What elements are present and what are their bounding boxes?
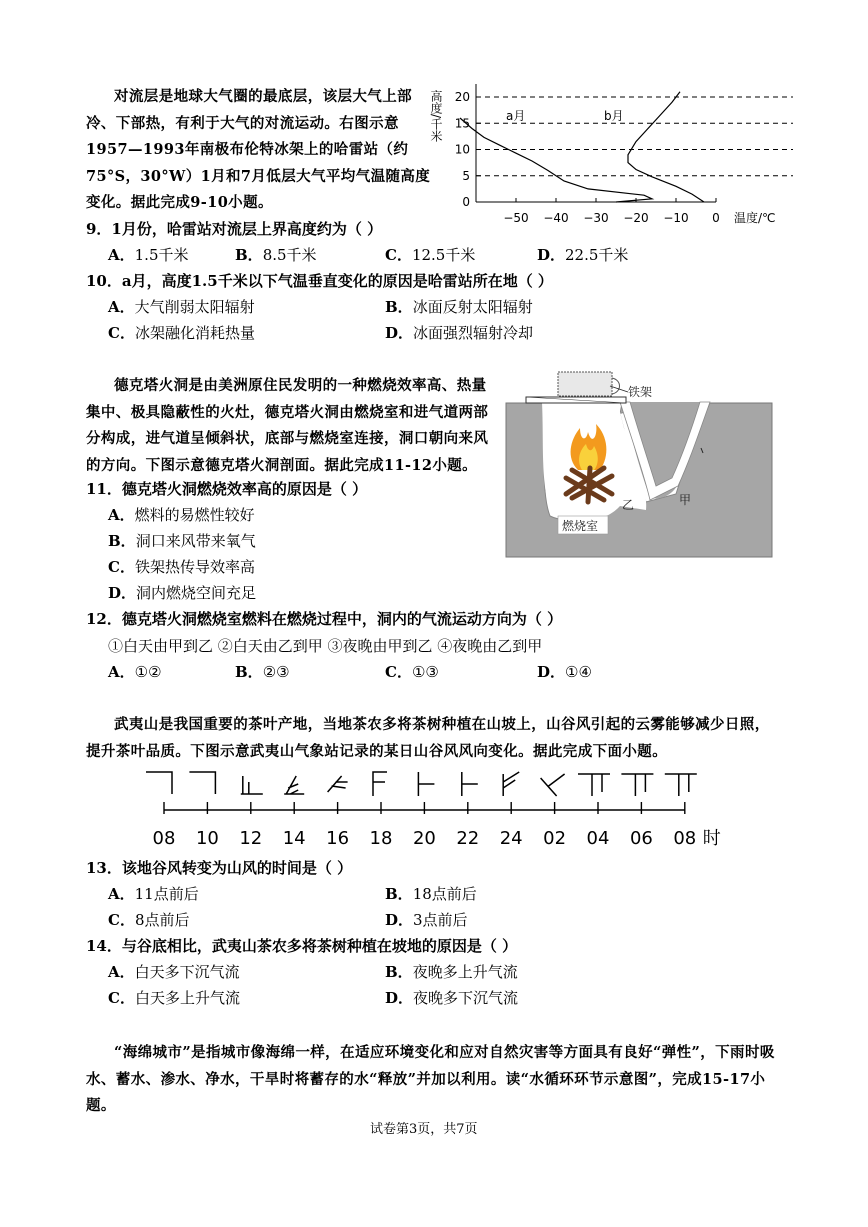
wind-symbol-3 [284, 776, 304, 794]
wind-symbol-11 [621, 774, 653, 796]
hour-label-8: 24 [499, 828, 523, 849]
wind-symbol-9 [541, 774, 565, 796]
q13-option-b[interactable]: B．18点前后 [385, 885, 477, 903]
q12-option-a[interactable]: A．①② [108, 663, 162, 681]
q11-option-a[interactable]: A．燃料的易燃性较好 [108, 506, 255, 524]
q13-stem: 13．该地谷风转变为山风的时间是（ ） [86, 859, 353, 877]
y-axis-label: 高度/千米 [429, 90, 443, 143]
q9-option-a[interactable]: A．1.5千米 [108, 246, 189, 264]
x-tick--10: −10 [663, 211, 689, 225]
hour-label-2: 12 [239, 828, 263, 849]
hour-label-10: 04 [586, 828, 610, 849]
hour-label-0: 08 [152, 828, 176, 849]
x-tick--50: −50 [503, 211, 529, 225]
wind-symbol-8 [503, 772, 519, 796]
wind-symbol-10 [578, 774, 610, 796]
q9-option-c[interactable]: C．12.5千米 [385, 246, 476, 264]
q11-option-d[interactable]: D．洞内燃烧空间充足 [108, 584, 257, 602]
series-line-0 [460, 118, 652, 202]
q11-stem: 11．德克塔火洞燃烧效率高的原因是（ ） [86, 480, 368, 498]
wind-symbol-2 [241, 776, 263, 794]
q13-option-d[interactable]: D．3点前后 [385, 911, 468, 929]
hour-label-7: 22 [456, 828, 480, 849]
q9-option-d[interactable]: D．22.5千米 [537, 246, 629, 264]
q12-option-b[interactable]: B．②③ [235, 663, 290, 681]
intro-sponge-city: “海绵城市”是指城市像海绵一样，在适应环境变化和应对自然灾害等方面具有良好“弹性”，下雨时吸水、蓄水、渗水、净水，干旱时将蓄存的水“释放”并加以利用。读“水循环环节示意图”，完成15-17小题。 [86, 1044, 775, 1114]
temperature-height-chart [428, 78, 800, 228]
q9-stem: 9．1月份，哈雷站对流层上界高度约为（ ） [86, 220, 383, 238]
q9-option-b[interactable]: B．8.5千米 [235, 246, 317, 264]
label-jia: 甲 [679, 493, 692, 507]
hour-unit: 时 [702, 828, 721, 849]
hour-label-9: 02 [543, 828, 567, 849]
hour-label-4: 16 [326, 828, 350, 849]
y-tick-0: 0 [462, 195, 470, 209]
q11-option-c[interactable]: C．铁架热传导效率高 [108, 558, 255, 576]
q12-choices-line: ①白天由甲到乙 ②白天由乙到甲 ③夜晚由甲到乙 ④夜晚由乙到甲 [108, 637, 543, 655]
label-yi: 乙 [622, 498, 635, 512]
q13-option-c[interactable]: C．8点前后 [108, 911, 190, 929]
q11-option-b[interactable]: B．洞口来风带来氧气 [108, 532, 256, 550]
q10-option-a[interactable]: A．大气削弱太阳辐射 [108, 298, 255, 316]
wind-symbol-7 [462, 772, 478, 796]
x-tick--30: −30 [583, 211, 609, 225]
q12-stem: 12．德克塔火洞燃烧室燃料在燃烧过程中，洞内的气流运动方向为（ ） [86, 610, 563, 628]
wind-symbol-5 [373, 772, 387, 796]
x-axis-label: 温度/℃ [734, 211, 776, 225]
q14-option-d[interactable]: D．夜晚多下沉气流 [385, 989, 519, 1007]
series-label-1: b月 [604, 109, 624, 123]
firepit-diagram [500, 366, 778, 562]
wind-symbol-12 [665, 774, 697, 796]
series-label-0: a月 [506, 109, 526, 123]
q14-stem: 14．与谷底相比，武夷山茶农多将茶树种植在坡地的原因是（ ） [86, 937, 518, 955]
wind-direction-chart [140, 764, 740, 856]
wind-symbol-0 [146, 772, 172, 794]
hour-label-3: 14 [282, 828, 306, 849]
intro-troposphere: 对流层是地球大气圈的最底层，该层大气上部冷、下部热，有利于大气的对流运动。右图示意1957—1993年南极布伦特冰架上的哈雷站（约75°S，30°W）1月和7月低层大气平均气温随高度变化。据此完成9-10小题。 [86, 88, 431, 211]
wind-symbol-1 [189, 772, 215, 794]
wind-symbol-6 [418, 772, 434, 796]
intro-dakota-firepit: 德克塔火洞是由美洲原住民发明的一种燃烧效率高、热量集中、极具隐蔽性的火灶，德克塔火洞由燃烧室和进气道两部分构成，进气道呈倾斜状，底部与燃烧室连接，洞口朝向来风的方向。下图示意德克塔火洞剖面。据此完成11-12小题。 [86, 377, 489, 474]
page-footer: 试卷第3页，共7页 [370, 1122, 478, 1137]
q12-option-c[interactable]: C．①③ [385, 663, 439, 681]
q10-option-d[interactable]: D．冰面强烈辐射冷却 [385, 324, 534, 342]
y-tick-10: 10 [454, 142, 470, 157]
hour-label-6: 20 [412, 828, 436, 849]
pot-icon [558, 372, 612, 396]
hour-label-11: 06 [629, 828, 653, 849]
y-tick-15: 15 [454, 116, 470, 131]
q14-option-b[interactable]: B．夜晚多上升气流 [385, 963, 518, 981]
label-chamber: 燃烧室 [562, 519, 599, 533]
q14-option-c[interactable]: C．白天多上升气流 [108, 989, 240, 1007]
q14-option-a[interactable]: A．白天多下沉气流 [108, 963, 240, 981]
q10-option-c[interactable]: C．冰架融化消耗热量 [108, 324, 255, 342]
hour-label-5: 18 [369, 828, 393, 849]
q13-option-a[interactable]: A．11点前后 [108, 885, 199, 903]
wind-symbol-4 [328, 776, 348, 792]
y-tick-5: 5 [462, 168, 470, 183]
q10-option-b[interactable]: B．冰面反射太阳辐射 [385, 298, 533, 316]
x-tick--20: −20 [623, 211, 649, 225]
intro-wuyishan: 武夷山是我国重要的茶叶产地，当地茶农多将茶树种植在山坡上，山谷风引起的云雾能够减少日照，提升茶叶品质。下图示意武夷山气象站记录的某日山谷风风向变化。据此完成下面小题。 [86, 716, 770, 760]
series-line-1 [628, 92, 704, 202]
hour-label-1: 10 [195, 828, 219, 849]
label-tie-jia: 铁架 [628, 385, 653, 399]
x-tick-0: 0 [712, 211, 720, 225]
x-tick--40: −40 [543, 211, 569, 225]
hour-label-12: 08 [673, 828, 697, 849]
y-tick-20: 20 [454, 90, 470, 104]
q10-stem: 10．a月，高度1.5千米以下气温垂直变化的原因是哈雷站所在地（ ） [86, 272, 553, 290]
q12-option-d[interactable]: D．①④ [537, 663, 592, 681]
